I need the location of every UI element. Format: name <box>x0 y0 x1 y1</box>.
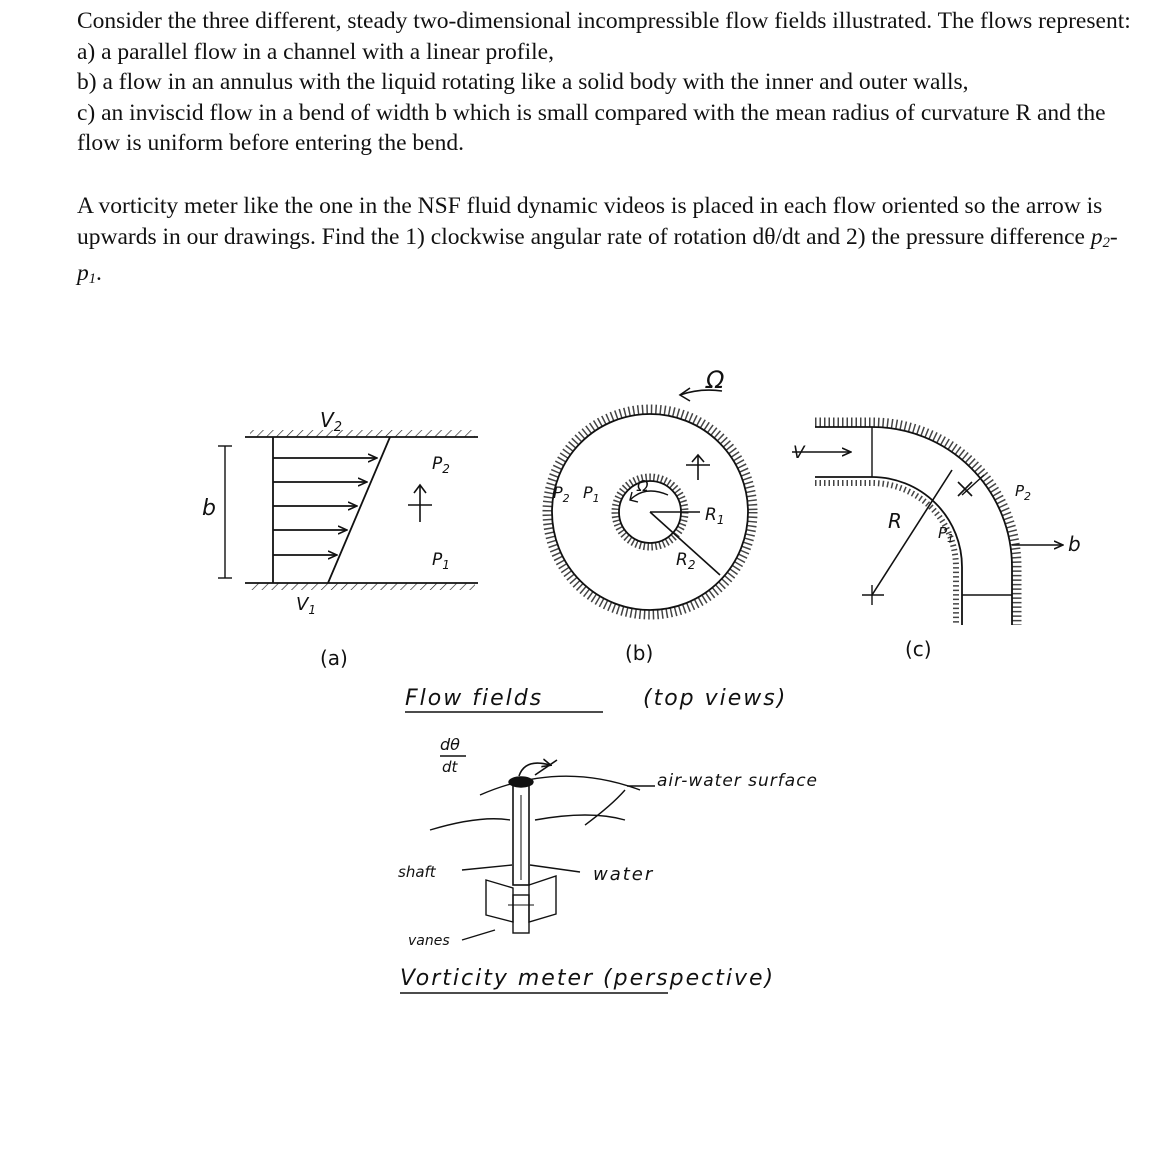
vane-left <box>486 880 513 922</box>
inner-wall-hatch <box>815 483 956 625</box>
p2-symbol: p <box>1090 223 1103 250</box>
intro-text: Consider the three different, steady two-dimensional incompressible flow fields illustrated. The flows represent: <box>77 8 1131 34</box>
fig-b-omega-inner-label: Ω <box>637 477 649 495</box>
air-water-surface-label: air-water surface <box>657 771 819 791</box>
vorticity-meter-caption: Vorticity meter (perspective) <box>400 966 776 991</box>
fig-a-caption: (a) <box>320 646 348 670</box>
task-end: . <box>96 260 102 287</box>
fig-c-p2-label: $P_2$ <box>1015 482 1032 503</box>
meter-top-cap <box>509 777 533 787</box>
p2-subscript: 2 <box>1102 234 1110 251</box>
p1-symbol: p <box>77 260 89 287</box>
fig-b-p2-label: $P_2$ <box>553 483 570 505</box>
top-views-caption: (top views) <box>643 686 788 711</box>
water-label: water <box>593 864 655 885</box>
vanes-label: vanes <box>408 933 450 949</box>
figure-b-annulus <box>547 388 753 615</box>
task-part1: A vorticity meter like the one in the NSF fluid dynamic videos is placed in each flow oriented so the arrow is upwards in our drawings. Find the 1) clockwise angular rate of rotation dθ/dt and 2) the pressure difference <box>77 192 1103 250</box>
fig-a-v2-label: $V_2$ <box>320 408 342 435</box>
surface-pointer <box>585 790 625 825</box>
flow-fields-caption: Flow fields <box>405 686 544 711</box>
vorticity-meter-drawing <box>430 760 640 940</box>
shaft-label: shaft <box>398 863 436 881</box>
vane-right <box>529 876 556 922</box>
inner-wall <box>815 477 962 625</box>
fig-c-b-label: b <box>1068 532 1081 556</box>
meter-dtheta-label: dθ <box>440 735 460 754</box>
item-c-text: c) an inviscid flow in a bend of width b which is small compared with the mean radius of curvature R and the flow is uniform before entering the bend. <box>77 99 1106 157</box>
top-wall-hatch <box>250 430 475 437</box>
fig-c-p1-label: $P_1$ <box>938 524 955 545</box>
meter-rotation-arrow-icon <box>519 763 550 776</box>
p1-p2-normal-line <box>962 475 984 495</box>
fig-a-p1-label: $P_1$ <box>432 550 450 572</box>
item-b-text: b) a flow in an annulus with the liquid rotating like a solid body with the inner and outer walls, <box>77 69 969 96</box>
fig-a-b-label: b <box>202 496 216 521</box>
fig-c-caption: (c) <box>905 637 932 661</box>
p1-subscript: 1 <box>88 270 97 287</box>
surface-line-right <box>535 815 625 820</box>
fig-c-v-label: V <box>793 443 805 463</box>
vanes-pointer <box>462 930 495 940</box>
omega-inner-arc <box>630 491 668 500</box>
bottom-wall-hatch <box>250 583 475 590</box>
fig-b-r2-label: $R_2$ <box>676 550 696 572</box>
fig-b-p1-label: $P_1$ <box>583 483 600 505</box>
fig-b-omega-outer-label: Ω <box>706 366 725 394</box>
fig-a-p2-label: $P_2$ <box>432 454 450 476</box>
omega-outer-arrow-icon <box>680 388 690 401</box>
vane-front <box>513 895 529 933</box>
item-a-text: a) a parallel flow in a channel with a linear profile, <box>77 38 554 65</box>
fig-c-r-label: R <box>888 509 902 533</box>
minus-sign: - <box>1109 223 1118 250</box>
meter-dt-label: dt <box>442 758 458 776</box>
fig-b-caption: (b) <box>625 641 654 665</box>
surface-line-left <box>430 819 510 830</box>
figure-c-bend <box>792 422 1062 625</box>
surface-line-back <box>480 776 640 795</box>
fig-a-v1-label: $V_1$ <box>296 594 316 617</box>
fig-b-r1-label: $R_1$ <box>705 505 725 527</box>
